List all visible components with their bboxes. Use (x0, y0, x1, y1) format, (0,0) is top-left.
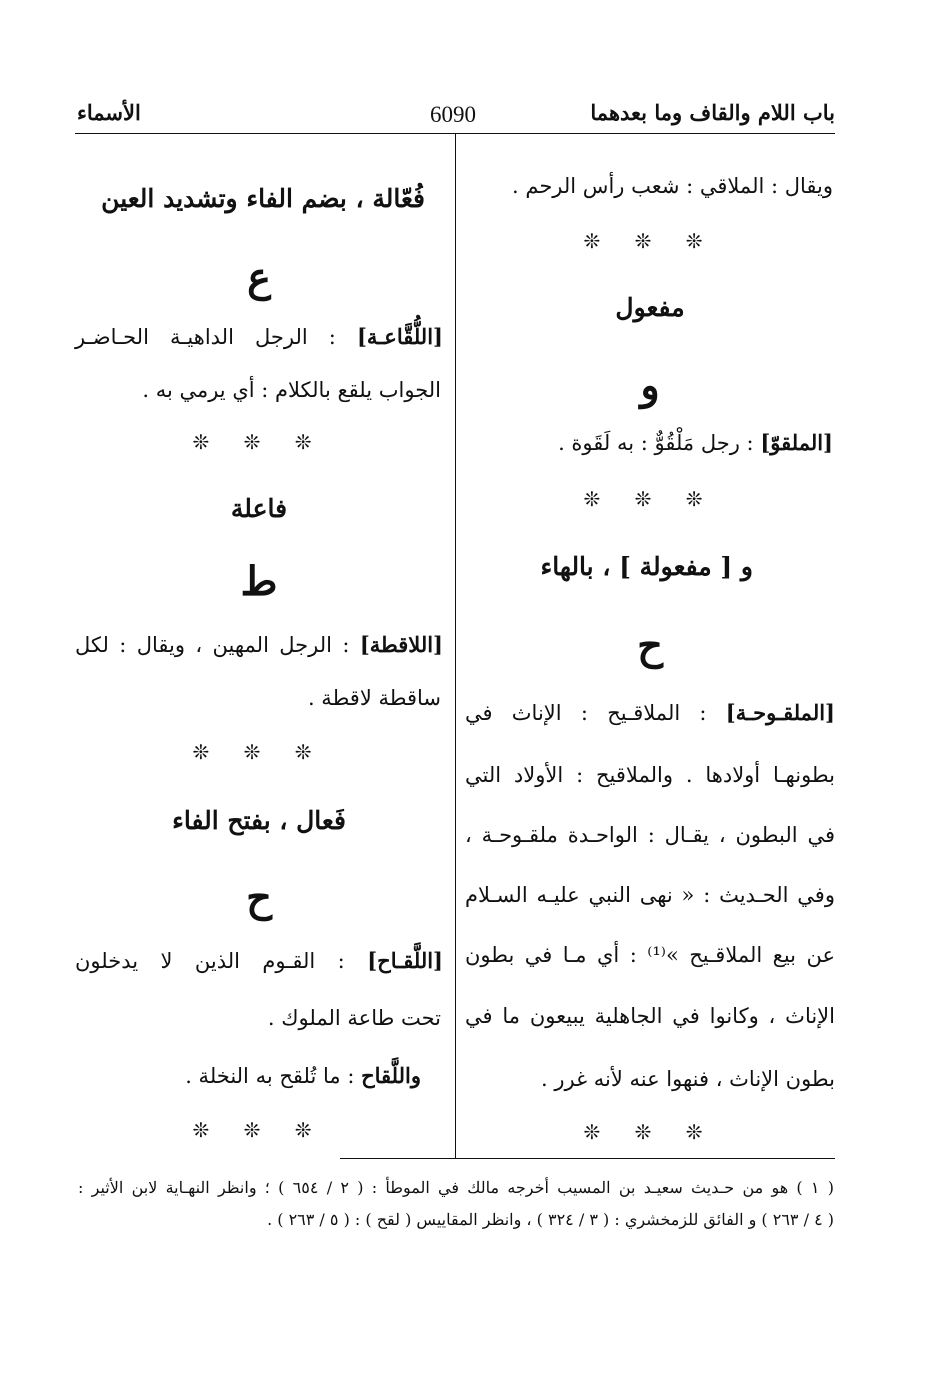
letter-heading: و (640, 362, 660, 409)
text-line: في البطون ، يقـال : الواحـدة ملقـوحـة ، (465, 823, 835, 847)
text-line: الجواب يلقع بالكلام : أي يرمي به . (142, 378, 441, 402)
text-line: تحت طاعة الملوك . (267, 1006, 441, 1030)
text-line: بطون الإناث ، فنهوا عنه لأنه غرر . (541, 1067, 835, 1091)
entry-text: : ما تُلقح به النخلة . (185, 1064, 355, 1088)
footnote-line: ( ١ ) هو من حـديث سعيـد بن المسيب أخرجه مالك في الموطأ : ( ٢ / ٦٥٤ ) ؛ وانظر النهـاية لابن الأثير : (78, 1178, 835, 1197)
entry-keyword: [اللُّقَّاعـة] (356, 324, 443, 349)
section-heading: مفعول (615, 293, 685, 322)
section-heading: فاعلة (230, 494, 288, 523)
text-line: بطونهـا أولادها . والملاقيح : الأولاد التي (465, 763, 835, 787)
entry-text: : الملاقـيح : الإناث في (465, 701, 707, 725)
entry-line (558, 432, 833, 454)
entry-line (185, 1065, 421, 1087)
entry-keyword: [الملقـوحـة] (725, 700, 835, 725)
section-heading: فَعال ، بفتح الفاء (172, 806, 346, 835)
chapter-title: باب اللام والقاف وما بعدهما (590, 100, 835, 125)
entry-text: : الرجل الداهيـة الحـاضـر (75, 325, 336, 349)
text-line: عن بيع الملاقـيح »⁽¹⁾ : أي مـا في بطون (465, 943, 835, 967)
page-number: 6090 (430, 102, 476, 127)
footnote-line: ( ٤ / ٢٦٣ ) و الفائق للزمخشري : ( ٣ / ٣٢٤ ) ، وانظر المقاييس ( لقح ) : ( ٥ / ٢٦٣ ) . (267, 1210, 834, 1229)
text-line: ويقال : الملاقي : شعب رأس الرحم . (512, 174, 833, 198)
separator-stars: ❊ ❊ ❊ (583, 1120, 717, 1144)
running-header (75, 92, 835, 136)
separator-stars: ❊ ❊ ❊ (192, 430, 326, 454)
text-line: ساقطة لاقطة . (307, 686, 441, 710)
text-line: وفي الحـديث : « نهى النبي عليـه السـلام (465, 883, 835, 907)
letter-heading: ح (637, 622, 663, 669)
section-title: الأسماء (77, 100, 141, 125)
entry-line (75, 634, 443, 656)
section-heading: فُعّالة ، بضم الفاء وتشديد العين (101, 184, 425, 213)
entry-keyword: [اللاقطة] (359, 632, 443, 657)
letter-heading: ط (240, 558, 278, 605)
entry-line (75, 950, 443, 972)
entry-line (465, 702, 835, 724)
entry-keyword: [الملقوّ] (760, 430, 833, 455)
text-line: الإناث ، وكانوا في الجاهلية يبيعون ما في (465, 1004, 835, 1028)
column-divider (455, 133, 456, 1158)
entry-keyword: واللَّقاح (361, 1063, 421, 1088)
footnote-rule (340, 1158, 835, 1159)
entry-text: : القـوم الذين لا يدخلون (75, 949, 345, 973)
separator-stars: ❊ ❊ ❊ (583, 229, 717, 253)
entry-text: : رجل مَلْقُوٌّ : به لَقَوة . (558, 431, 754, 455)
separator-stars: ❊ ❊ ❊ (192, 1118, 326, 1142)
letter-heading: ع (247, 254, 271, 301)
separator-stars: ❊ ❊ ❊ (192, 740, 326, 764)
separator-stars: ❊ ❊ ❊ (583, 487, 717, 511)
entry-text: : الرجل المهين ، ويقال : لكل (75, 633, 350, 657)
section-heading: و [ مفعولة ] ، بالهاء (540, 552, 753, 581)
entry-line (75, 326, 443, 348)
entry-keyword: [اللَّقـاح] (367, 948, 443, 973)
letter-heading: ح (246, 874, 272, 921)
